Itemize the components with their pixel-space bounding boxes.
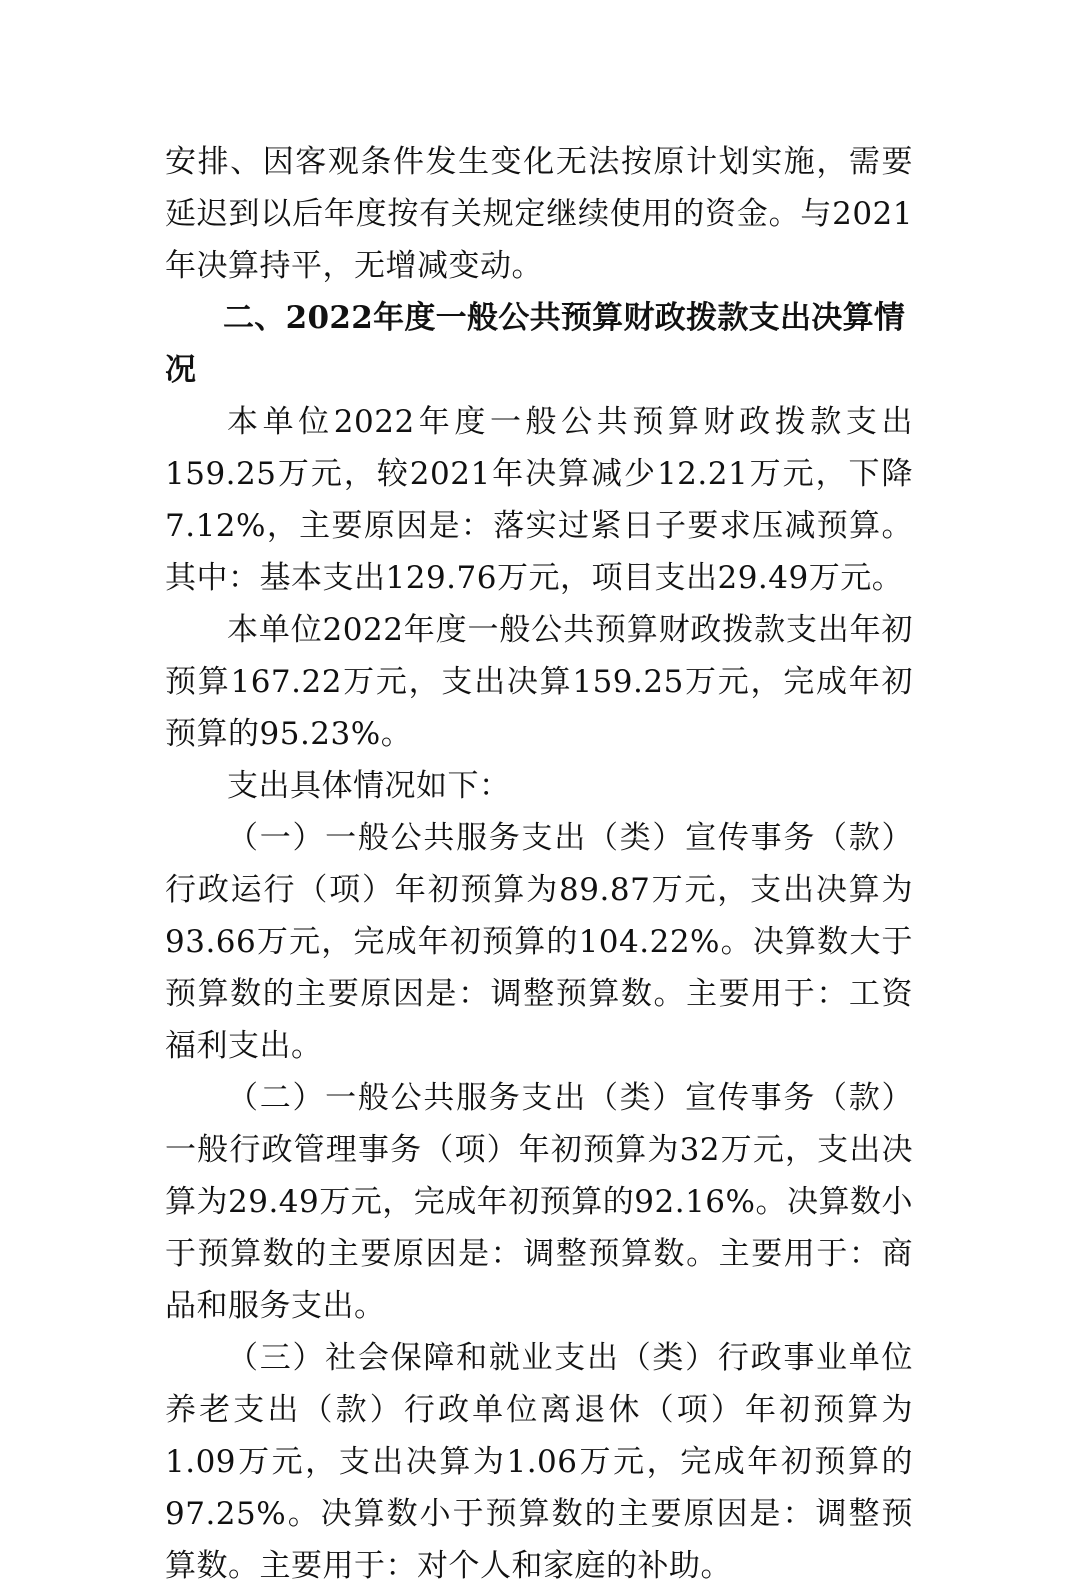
document-body <box>165 136 913 1592</box>
paragraph-item-one: （一）一般公共服务支出（类）宣传事务（款）行政运行（项）年初预算为89.87万元，支出决算为93.66万元，完成年初预算的104.22%。决算数大于预算数的主要原因是：调整预算数。主要用于：工资福利支出。 <box>165 820 913 1064</box>
paragraph-item-three: （三）社会保障和就业支出（类）行政事业单位养老支出（款）行政单位离退休（项）年初预算为1.09万元，支出决算为1.06万元，完成年初预算的97.25%。决算数小于预算数的主要原因是：调整预算数。主要用于：对个人和家庭的补助。 <box>165 1340 913 1584</box>
paragraph-budget-completion: 本单位2022年度一般公共预算财政拨款支出年初预算167.22万元，支出决算159.25万元，完成年初预算的95.23%。 <box>165 612 913 752</box>
paragraph-total-expenditure: 本单位2022年度一般公共预算财政拨款支出159.25万元，较2021年决算减少12.21万元，下降7.12%，主要原因是：落实过紧日子要求压减预算。其中：基本支出129.76万元，项目支出29.49万元。 <box>165 404 913 596</box>
paragraph-item-two: （二）一般公共服务支出（类）宣传事务（款）一般行政管理事务（项）年初预算为32万元，支出决算为29.49万元，完成年初预算的92.16%。决算数小于预算数的主要原因是：调整预算数。主要用于：商品和服务支出。 <box>165 1080 913 1324</box>
paragraph-details-intro: 支出具体情况如下： <box>227 768 511 804</box>
paragraph-carryover: 安排、因客观条件发生变化无法按原计划实施，需要延迟到以后年度按有关规定继续使用的资金。与2021年决算持平，无增减变动。 <box>165 144 913 284</box>
section-heading: 二、2022年度一般公共预算财政拨款支出决算情况 <box>165 300 906 388</box>
